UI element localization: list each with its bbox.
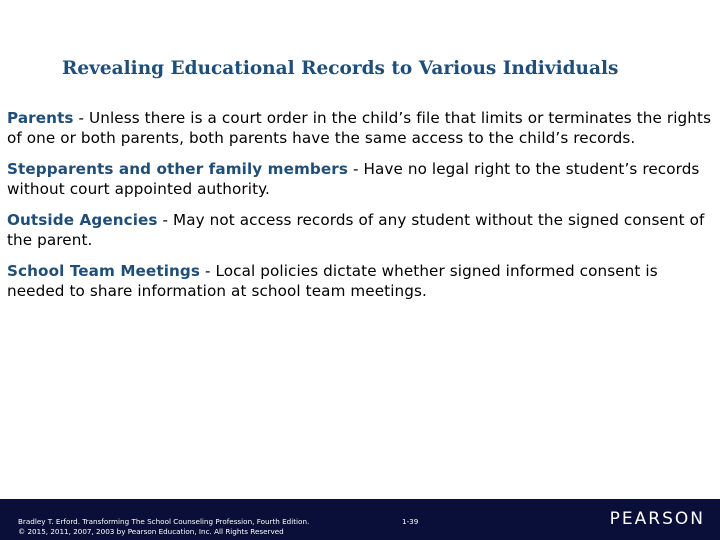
text-stepparents: - Have no legal right to the student’s records without court appointed authority. <box>7 160 700 198</box>
slide-number: 1-39 <box>402 517 419 526</box>
paragraph-school-team-meetings <box>7 261 715 301</box>
pearson-logo: PEARSON <box>609 509 705 529</box>
footer-bar <box>0 499 720 540</box>
term-parents: Parents <box>7 109 74 127</box>
slide-body <box>7 108 715 312</box>
paragraph-parents <box>7 108 715 148</box>
paragraph-stepparents <box>7 159 715 199</box>
slide-title: Revealing Educational Records to Various Individuals <box>62 58 619 79</box>
paragraph-outside-agencies <box>7 210 715 250</box>
text-parents: - Unless there is a court order in the child’s file that limits or terminates the rights of one or both parents, both parents have the same access to the child’s records. <box>7 109 712 147</box>
term-stepparents: Stepparents and other family members <box>7 160 349 178</box>
term-school-team-meetings: School Team Meetings <box>7 262 201 280</box>
text-school-team-meetings: - Local policies dictate whether signed informed consent is needed to share information at school team meetings. <box>7 262 658 300</box>
text-outside-agencies: - May not access records of any student without the signed consent of the parent. <box>7 211 705 249</box>
term-outside-agencies: Outside Agencies <box>7 211 158 229</box>
citation-line-2: © 2015, 2011, 2007, 2003 by Pearson Education, Inc. All Rights Reserved <box>18 527 284 536</box>
citation-line-1: Bradley T. Erford. Transforming The School Counseling Profession, Fourth Edition. <box>18 517 310 526</box>
citation <box>18 517 309 537</box>
